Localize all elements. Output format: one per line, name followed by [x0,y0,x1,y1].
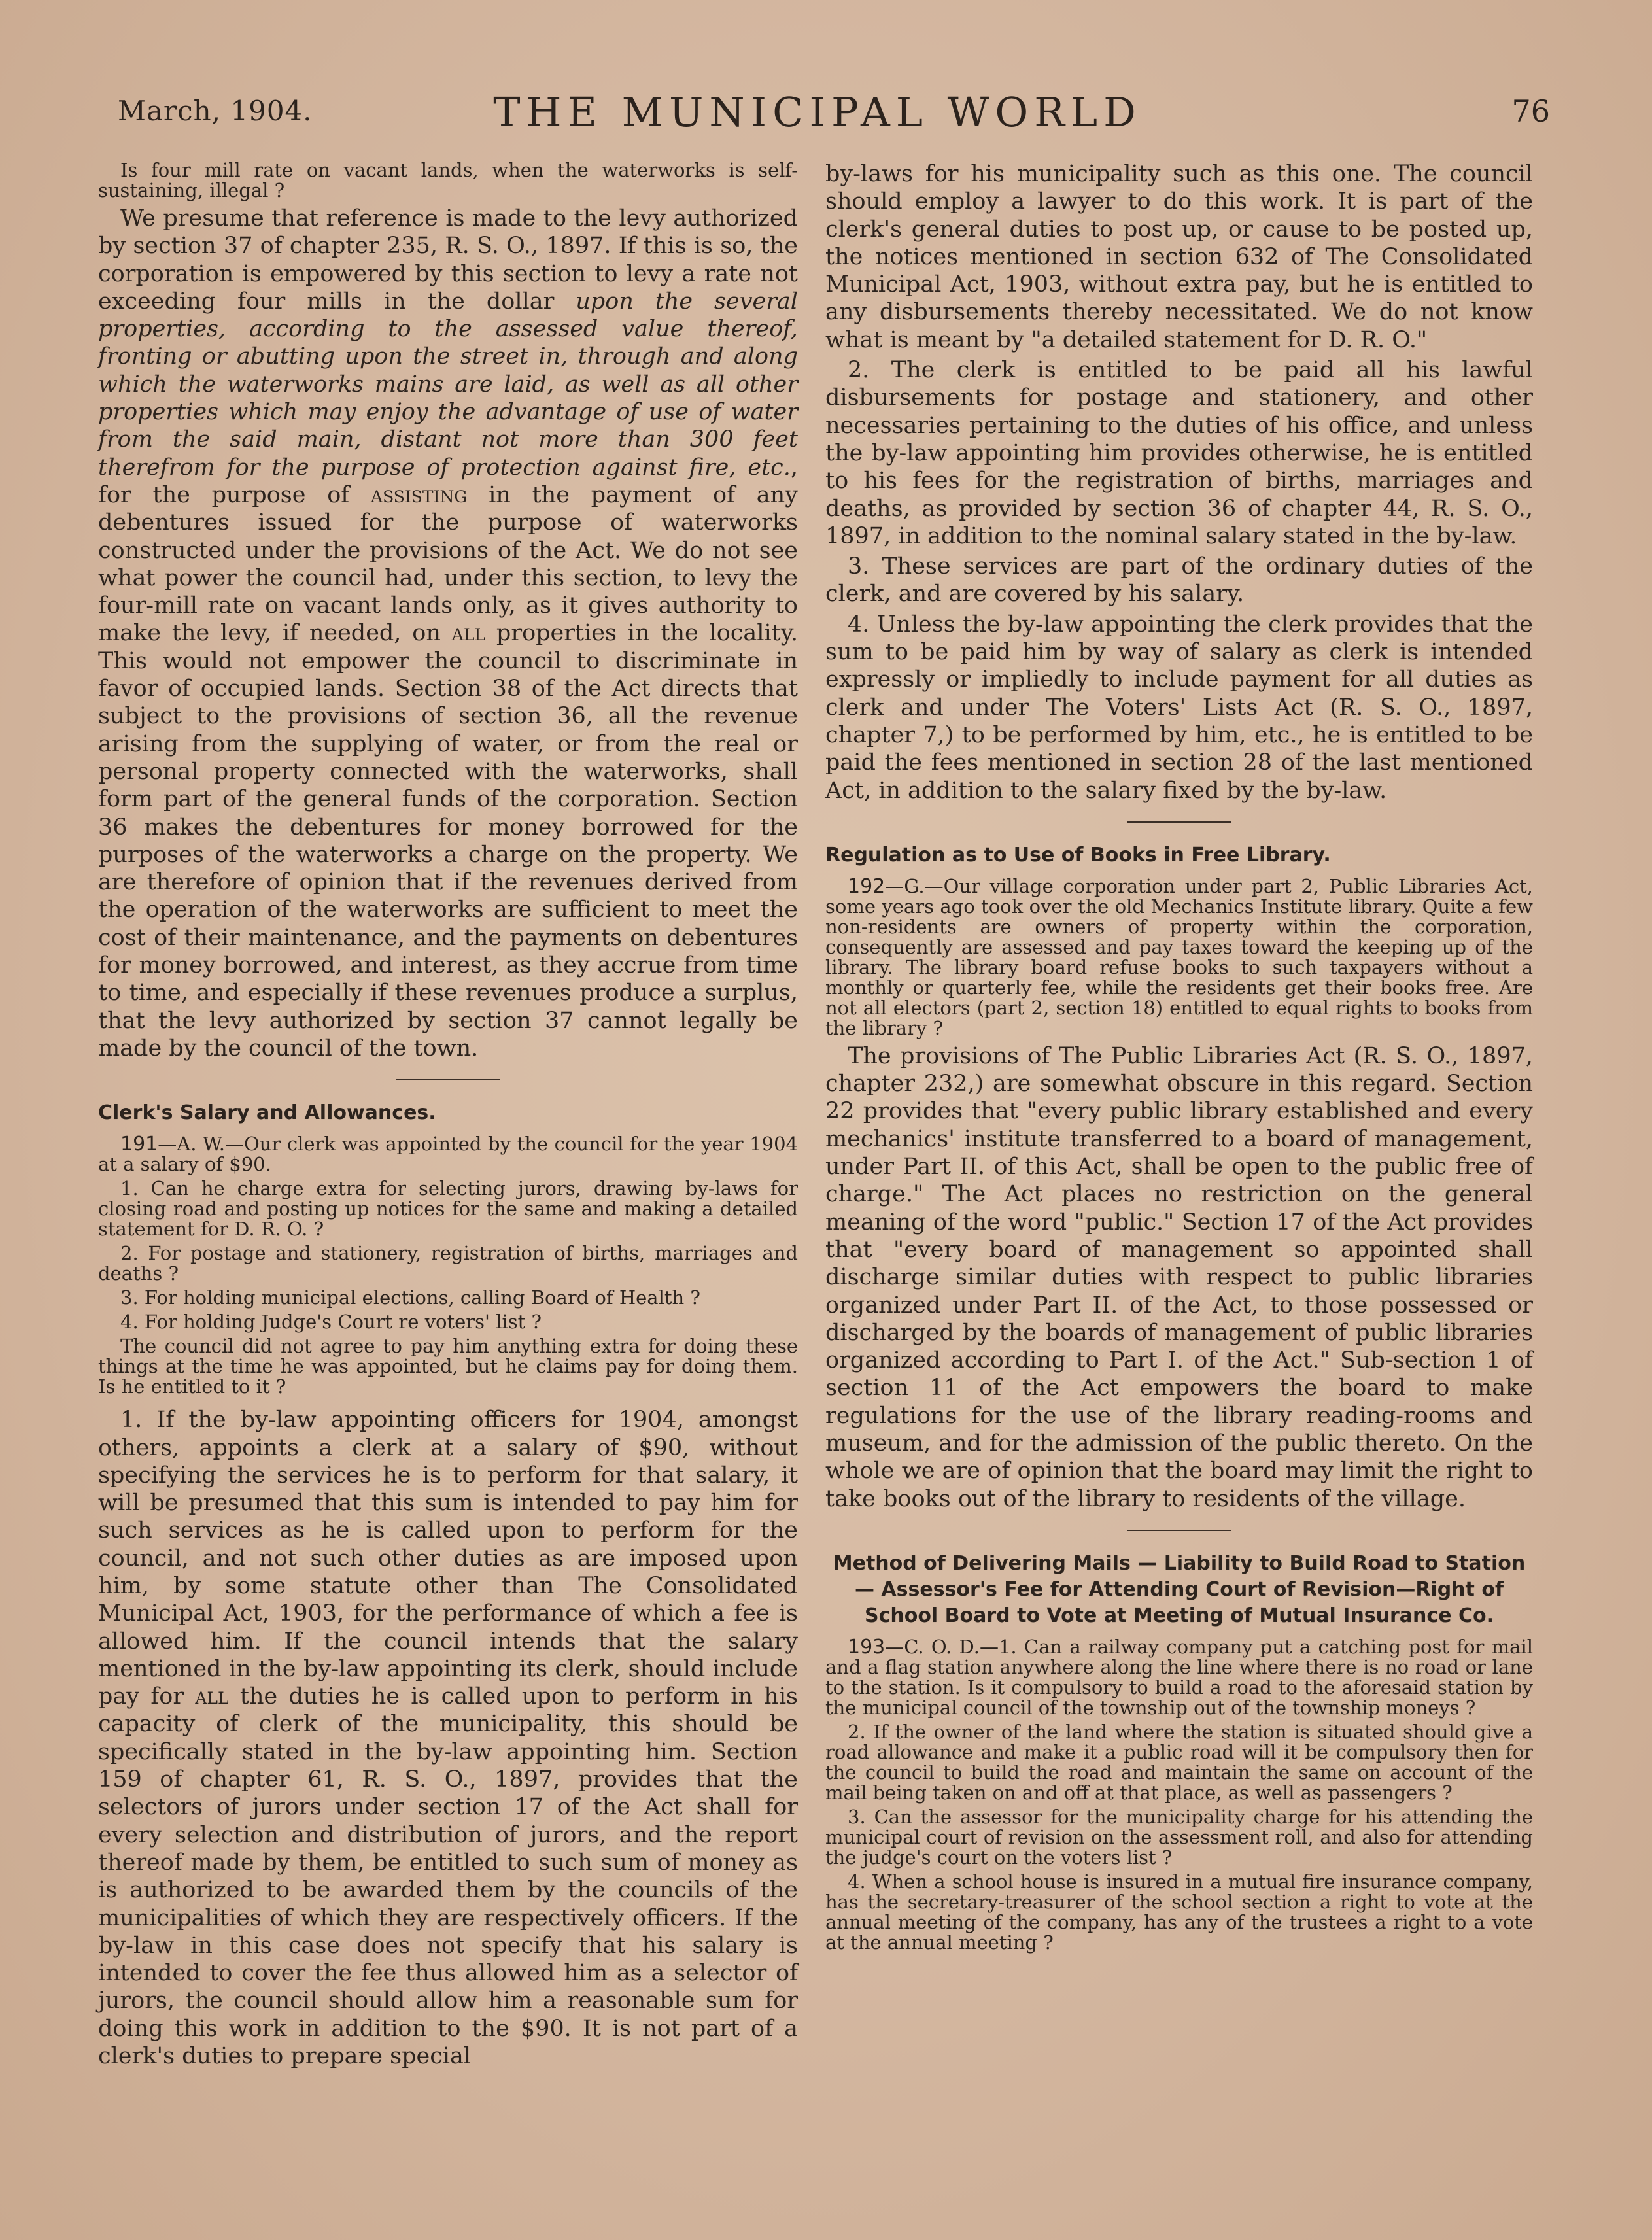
question-193-item-2: 2. If the owner of the land where the station is situated should give a road allowance and make it a public road will it be compulsory then for the council to build the road and maintain the same on account of the mail being taken on and off at that place, as well as passengers ? [825,1720,1533,1804]
section-divider [1127,821,1231,823]
question-193-item-3: 3. Can the assessor for the municipality charge for his attending the municipal court of revision on the assessment roll, and also for attending the judge's court on the voters list ? [825,1805,1533,1869]
page-number: 76 [1511,94,1550,129]
section-divider [396,1079,500,1080]
answer-levy: We presume that reference is made to the levy authorized by section 37 of chapter 235, R. S. O., 1897. If this is so, the corporation is empowered by this section to levy a rate not exceeding four mills in the dollar upon the several properties, according to the assessed value thereof, fronting or abutting upon the street in, through and along which the waterworks mains are laid, as well as all other properties which may enjoy the advantage of use of water from the said main, distant not more than 300 feet therefrom for the purpose of protection against fire, etc., for the purpose of assisting in the payment of any debentures issued for the purpose of waterworks constructed under the provisions of the Act. We do not see what power the council had, under this section, to levy the four-mill rate on vacant lands only, as it gives authority to make the levy, if needed, on all properties in the locality. This would not empower the council to discriminate in favor of occupied lands. Section 38 of the Act directs that subject to the provisions of section 36, all the revenue arising from the supplying of water, or from the real or personal property connected with the waterworks, shall form part of the general funds of the corporation. Section 36 makes the debentures for money borrowed for the purposes of the waterworks a charge on the property. We are therefore of opinion that if the revenues derived from the operation of the waterworks are sufficient to meet the cost of their maintenance, and the payments on debentures for money borrowed, and interest, as they accrue from time to time, and especially if these revenues produce a surplus, that the levy authorized by section 37 cannot legally be made by the council of the town. [98,205,799,1061]
heading-clerk-salary: Clerk's Salary and Allowances. [98,1101,436,1125]
question-191-item-4: 4. For holding Judge's Court re voters' list ? [120,1311,542,1334]
answer-191-part-2: 2. The clerk is entitled to be paid all his lawful disbursements for postage and stationery, and other necessaries pertaining to the duties of his office, and unless the by-law appointing him provides otherwise, he is entitled to his fees for the registration of births, marriages and deaths, as provided by section 36 of chapter 44, R. S. O., 1897, in addition to the nominal salary stated in the by-law. [825,357,1533,549]
answer-192: The provisions of The Public Libraries Act (R. S. O., 1897, chapter 232,) are somewhat obscure in this regard. Section 22 provides that "every public library established and every mechanics' institute transferred to a board of management, under Part II. of this Act, shall be open to the public free of charge." The Act places no restriction on the general meaning of the word "public." Section 17 of the Act provides that "every board of management so appointed shall discharge similar duties with respect to public libraries organized under Part II. of the Act, to those possessed or discharged by the boards of management of public libraries organized according to Part I. of the Act." Sub-section 1 of section 11 of the Act empowers the board to make regulations for the use of the library reading-rooms and museum, and for the admission of the public thereto. On the whole we are of opinion that the board may limit the right to take books out of the library to residents of the village. [825,1042,1533,1512]
question-191: 191—A. W.—Our clerk was appointed by the council for the year 1904 at a salary of $90. [98,1133,798,1176]
issue-date: March, 1904. [118,95,313,127]
question-191-item-1: 1. Can he charge extra for selecting jurors, drawing by-laws for closing road and posting up notices for the same and making a detailed statement for D. R. O. ? [98,1177,798,1241]
right-column [825,160,1533,1957]
answer-191-part-4: 4. Unless the by-law appointing the clerk provides that the sum to be paid him by way of salary as clerk is intended expressly or impliedly to include payment for all duties as clerk and under The Voters' Lists Act (R. S. O., 1897, chapter 7,) to be performed by him, etc., he is entitled to be paid the fees mentioned in section 28 of the last mentioned Act, in addition to the salary fixed by the by-law. [825,611,1533,804]
masthead-title: THE MUNICIPAL WORLD [493,88,1142,136]
left-column [98,160,798,2073]
question-192: 192—G.—Our village corporation under part 2, Public Libraries Act, some years ago took over the old Mechanics Institute library. Quite a few non-residents are owners of property within the corporation, consequently are assessed and pay taxes toward the keeping up of the library. The library board refuse books to such taxpayers without a monthly or quarterly fee, while the residents get their books free. Are not all electors (part 2, section 18) entitled to equal rights to books from the library ? [825,874,1533,1039]
question-191-item-2: 2. For postage and stationery, registration of births, marriages and deaths ? [98,1242,798,1285]
section-divider [1127,1530,1231,1531]
question-intro: Is four mill rate on vacant lands, when the waterworks is self-sustaining, illegal ? [98,159,798,201]
question-193-item-4: 4. When a school house is insured in a mutual fire insurance company, has the secretary-treasurer of the school section a right to vote at the annual meeting of the company, has any of the trustees a right to a vote at the annual meeting ? [825,1870,1533,1954]
page-header [85,88,1550,147]
answer-191-part-3: 3. These services are part of the ordinary duties of the clerk, and are covered by his salary. [825,553,1533,608]
question-191-item-3: 3. For holding municipal elections, calling Board of Health ? [120,1286,700,1309]
heading-mails: Method of Delivering Mails — Liability to Build Road to Station— Assessor's Fee for Attending Court of Revision—Right of School Board to Vote at Meeting of Mutual Insurance Co. [833,1551,1526,1627]
question-193: 193—C. O. D.—1. Can a railway company put a catching post for mail and a flag station anywhere along the line where there is no road or lane to the station. Is it compulsory to build a road to the aforesaid station by the municipal council of the township out of the township moneys ? [825,1635,1533,1719]
answer-191-continued: by-laws for his municipality such as this one. The council should employ a lawyer to do this work. It is part of the clerk's general duties to post up, or cause to be posted up, the notices mentioned in section 632 of The Consolidated Municipal Act, 1903, without extra pay, but he is entitled to any disbursements thereby necessitated. We do not know what is meant by "a detailed statement for D. R. O." [825,161,1533,353]
heading-library: Regulation as to Use of Books in Free Library. [825,843,1331,867]
answer-191-part-1: 1. If the by-law appointing officers for 1904, amongst others, appoints a clerk at a salary of $90, without specifying the services he is to perform for that salary, it will be presumed that this sum is intended to pay him for such services as he is called upon to perform for the council, and not such other duties as are imposed upon him, by some statute other than The Consolidated Municipal Act, 1903, for the performance of which a fee is allowed him. If the council intends that the salary mentioned in the by-law appointing its clerk, should include pay for all the duties he is called upon to perform in his capacity of clerk of the municipality, this should be specifically stated in the by-law appointing him. Section 159 of chapter 61, R. S. O., 1897, provides that the selectors of jurors under section 17 of the Act shall for every selection and distribution of jurors, and the report thereof made by them, be entitled to such sum of money as is authorized to be awarded them by the councils of the municipalities of which they are respectively officers. If the by-law in this case does not specify that his salary is intended to cover the fee thus allowed him as a selector of jurors, the council should allow him a reasonable sum for doing this work in addition to the $90. It is not part of a clerk's duties to prepare special [98,1407,798,2070]
question-191-note: The council did not agree to pay him anything extra for doing these things at the time he was appointed, but he claims pay for doing them. Is he entitled to it ? [98,1335,798,1398]
